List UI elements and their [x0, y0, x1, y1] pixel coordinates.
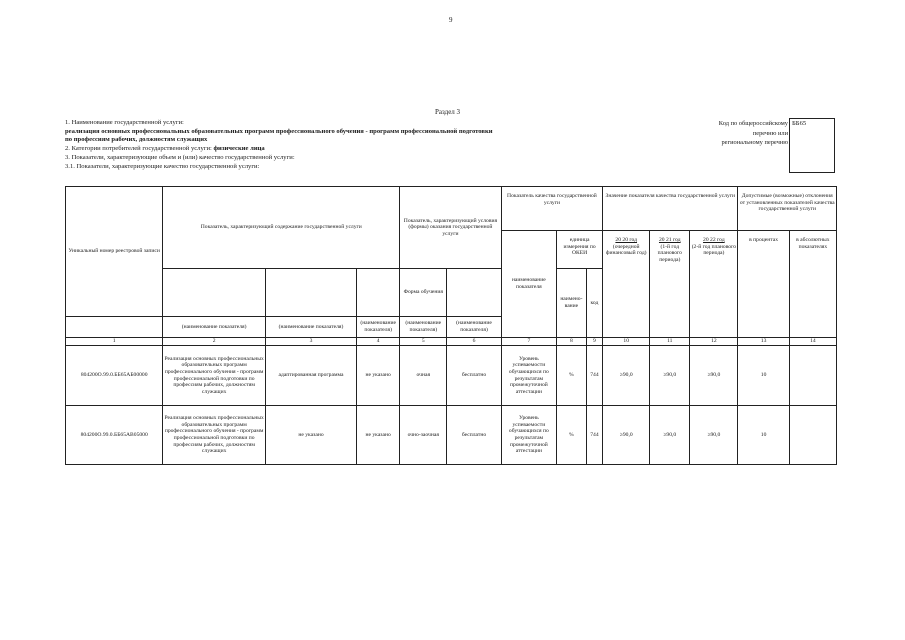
column-number: 7 — [501, 338, 556, 346]
header-indicator-name: наименование показателя — [501, 231, 556, 338]
column-number: 12 — [690, 338, 738, 346]
payment-basis-cell: бесплатно — [447, 406, 501, 465]
form-of-study-cell: очная — [400, 346, 447, 406]
code-label — [700, 119, 788, 148]
content-indicator-3-cell: не указано — [357, 406, 400, 465]
code-label-line3: региональному перечню — [721, 139, 788, 146]
unit-name-cell: % — [557, 346, 587, 406]
registry-number-cell: 804200О.99.0.ББ65АВ05000 — [66, 406, 163, 465]
code-label-line1: Код по общероссийскому — [718, 120, 788, 127]
code-value: ББ65 — [792, 120, 807, 127]
header-name-4: (наименование показателя) — [400, 317, 447, 338]
column-number: 1 — [66, 338, 163, 346]
column-number: 11 — [650, 338, 690, 346]
column-number: 2 — [163, 338, 266, 346]
header-content-indicator: Показатель, характеризующий содержание государственной услуги — [163, 187, 400, 269]
header-year3-label: 20 22 год — [703, 237, 725, 243]
program-type-cell: адаптированная программа — [265, 346, 356, 406]
registry-number-cell: 804200О.99.0.ББ65АБ00000 — [66, 346, 163, 406]
column-number: 5 — [400, 338, 447, 346]
code-box — [789, 118, 835, 173]
header-name-1: (наименование показателя) — [163, 317, 266, 338]
deviation-percent-cell: 10 — [738, 346, 789, 406]
consumer-category-label: 2. Категории потребителей государственной услуги: — [65, 145, 214, 153]
content-indicator-3-cell: не указано — [357, 346, 400, 406]
table-row — [66, 346, 837, 406]
header-year3-note: (2-й год планового периода) — [691, 243, 737, 257]
column-number: 14 — [789, 338, 836, 346]
value-2020-cell: ≥90,0 — [603, 346, 650, 406]
header-content-2 — [265, 269, 356, 317]
payment-basis-cell: бесплатно — [447, 346, 501, 406]
column-number: 6 — [447, 338, 501, 346]
header-quality-indicator: Показатель качества государственной услуги — [501, 187, 602, 231]
header-name-3: (наименование показателя) — [357, 317, 400, 338]
header-year2-label: 20 21 год — [658, 237, 681, 243]
header-conditions-2 — [447, 269, 501, 317]
code-label-line2: перечню или — [752, 129, 788, 137]
header-year2 — [650, 231, 690, 338]
service-info — [65, 119, 705, 171]
quality-indicator-name-cell: Уровень успеваемости обучающихся по результатам промежуточной аттестации — [501, 346, 556, 406]
consumer-category — [65, 145, 705, 154]
header-unit-code: код — [586, 269, 602, 338]
header-unit: единица измерения по ОКЕИ — [557, 231, 603, 269]
header-year1-note: (очередной финансовый год) — [605, 243, 647, 257]
value-2022-cell: ≥90,0 — [690, 346, 738, 406]
unit-code-cell: 744 — [586, 346, 602, 406]
form-of-study-cell: очно-заочная — [400, 406, 447, 465]
header-quality-values: Значение показателя качества государственной услуги — [603, 187, 738, 231]
value-2020-cell: ≥90,0 — [603, 406, 650, 465]
program-type-cell: не указано — [265, 406, 356, 465]
header-content-3 — [357, 269, 400, 317]
value-2021-cell: ≥90,0 — [650, 406, 690, 465]
deviation-percent-cell: 10 — [738, 406, 789, 465]
header-deviation: Допустимые (возможные) отклонения от установленных показателей качества государственной услуги — [738, 187, 837, 231]
column-numbers-row — [66, 338, 837, 346]
deviation-absolute-cell — [789, 406, 836, 465]
header-unique-number: Уникальный номер реестровой записи — [66, 187, 163, 317]
unit-code-cell: 744 — [586, 406, 602, 465]
quality-indicators-table — [65, 186, 837, 465]
column-number: 3 — [265, 338, 356, 346]
content-indicator-cell: Реализация основных профессиональных образовательных программ профессионального обучения - программ профессиональной подготовки по профессиям рабочих, должностям служащих — [163, 406, 266, 465]
quality-indicator-name-cell: Уровень успеваемости обучающихся по результатам промежуточной аттестации — [501, 406, 556, 465]
header-name-2: (наименование показателя) — [265, 317, 356, 338]
service-name-line1: реализация основных профессиональных образовательных программ профессионального обучения - программ профессиональной подготовки — [65, 127, 493, 135]
value-2022-cell: ≥90,0 — [690, 406, 738, 465]
page-number: 9 — [449, 16, 453, 24]
header-form: Форма обучения — [400, 269, 447, 317]
column-number: 10 — [603, 338, 650, 346]
consumer-category-value: физические лица — [213, 145, 265, 153]
header-year3 — [690, 231, 738, 338]
column-number: 4 — [357, 338, 400, 346]
section-title: Раздел 3 — [435, 108, 461, 116]
header-year1-label: 20 20 год — [615, 237, 638, 243]
service-name-line2: по профессиям рабочих, должностям служащих — [65, 136, 208, 144]
header-deviation-percent: в процентах — [738, 231, 789, 338]
indicators-heading: 3. Показатели, характеризующие объем и (или) качество государственной услуги: — [65, 153, 295, 161]
service-name-label: 1. Наименование государственной услуги: — [65, 119, 184, 126]
deviation-absolute-cell — [789, 346, 836, 406]
header-name-5: (наименование показателя) — [447, 317, 501, 338]
table-row — [66, 406, 837, 465]
unit-name-cell: % — [557, 406, 587, 465]
header-unique-continued — [66, 317, 163, 338]
header-content-1 — [163, 269, 266, 317]
quality-indicators-heading: 3.1. Показатели, характеризующие качество государственной услуги: — [65, 162, 260, 170]
header-unit-name: наимено-вание — [557, 269, 587, 338]
header-year1 — [603, 231, 650, 338]
header-year2-note: (1-й год планового периода) — [657, 243, 682, 263]
header-deviation-absolute: в абсолютных показателях — [789, 231, 836, 338]
content-indicator-cell: Реализация основных профессиональных образовательных программ профессионального обучения - программ профессиональной подготовки по профессиям рабочих, должностям служащих — [163, 346, 266, 406]
header-conditions-indicator: Показатель, характеризующий условия (формы) оказания государственной услуги — [400, 187, 501, 269]
column-number: 9 — [586, 338, 602, 346]
column-number: 8 — [557, 338, 587, 346]
value-2021-cell: ≥90,0 — [650, 346, 690, 406]
column-number: 13 — [738, 338, 789, 346]
